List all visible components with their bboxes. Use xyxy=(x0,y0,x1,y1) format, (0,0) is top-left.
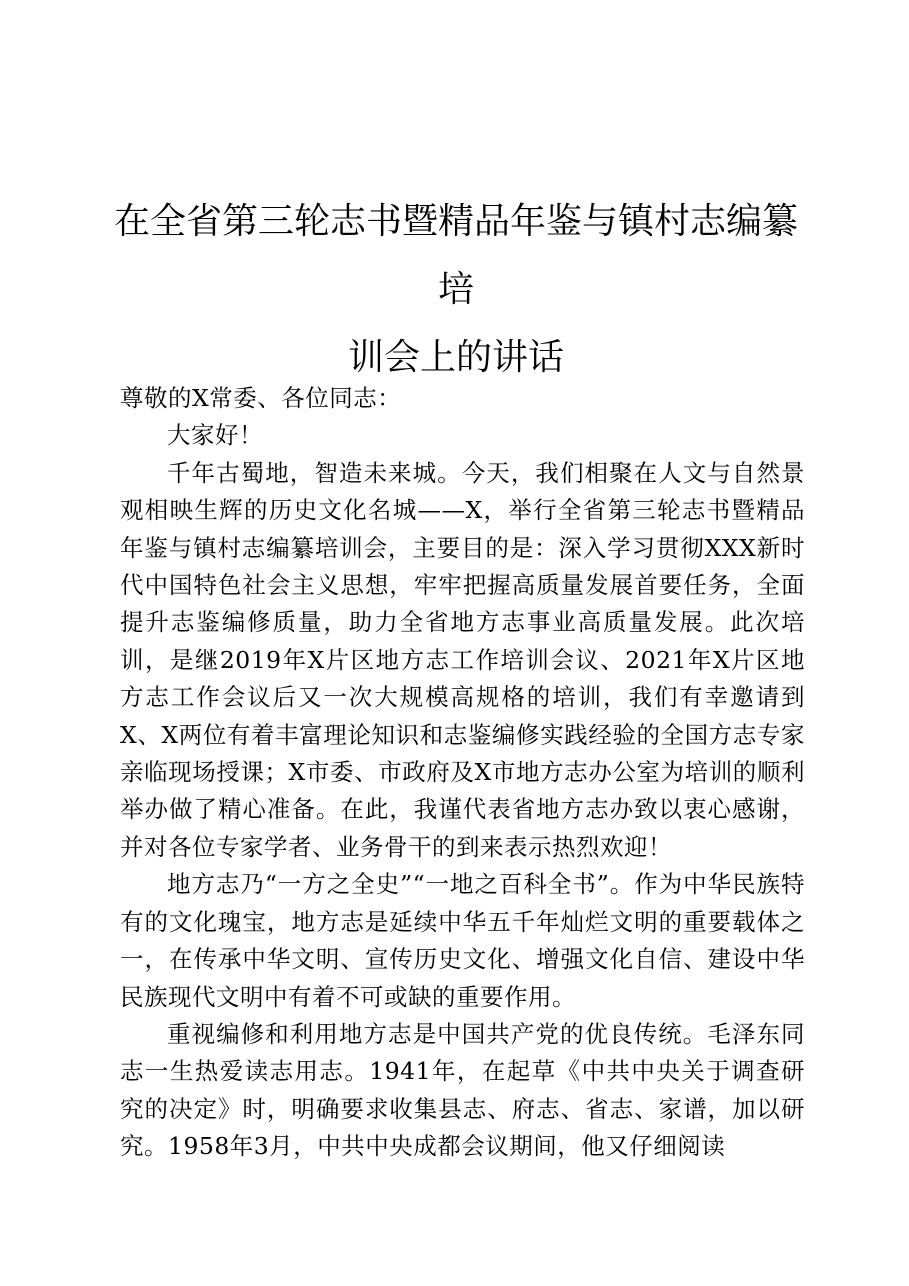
body-paragraph-2: 地方志乃“一方之全史”“一地之百科全书”。作为中华民族特有的文化瑰宝，地方志是延续中华五千年灿烂文明的重要载体之一，在传承中华文明、宣传历史文化、增强文化自信、建设中华民族现代文明中有着不可或缺的重要作用。 xyxy=(120,870,805,1011)
title-line-1: 在全省第三轮志书暨精品年鉴与镇村志编纂培 xyxy=(113,201,798,310)
document-body xyxy=(120,380,805,1166)
body-paragraph-1: 千年古蜀地，智造未来城。今天，我们相聚在人文与自然景观相映生辉的历史文化名城——X，举行全省第三轮志书暨精品年鉴与镇村志编纂培训会，主要目的是：深入学习贯彻XXX新时代中国特色社会主义思想，牢牢把握高质量发展首要任务，全面提升志鉴编修质量，助力全省地方志事业高质量发展。此次培训，是继2019年X片区地方志工作培训会议、2021年X片区地方志工作会议后又一次大规模高规格的培训，我们有幸邀请到X、X两位有着丰富理论知识和志鉴编修实践经验的全国方志专家亲临现场授课；X市委、市政府及X市地方志办公室为培训的顺利举办做了精心准备。在此，我谨代表省地方志办致以衷心感谢，并对各位专家学者、业务骨干的到来表示热烈欢迎！ xyxy=(120,458,805,861)
greeting: 大家好！ xyxy=(167,421,263,450)
body-paragraph-3: 重视编修和利用地方志是中国共产党的优良传统。毛泽东同志一生热爱读志用志。1941年，在起草《中共中央关于调查研究的决定》时，明确要求收集县志、府志、省志、家谱，加以研究。1958年3月，中共中央成都会议期间，他又仔细阅读 xyxy=(120,1019,805,1161)
salutation: 尊敬的X常委、各位同志： xyxy=(120,384,402,412)
document-title xyxy=(100,188,812,392)
title-line-2: 训会上的讲话 xyxy=(347,337,564,378)
